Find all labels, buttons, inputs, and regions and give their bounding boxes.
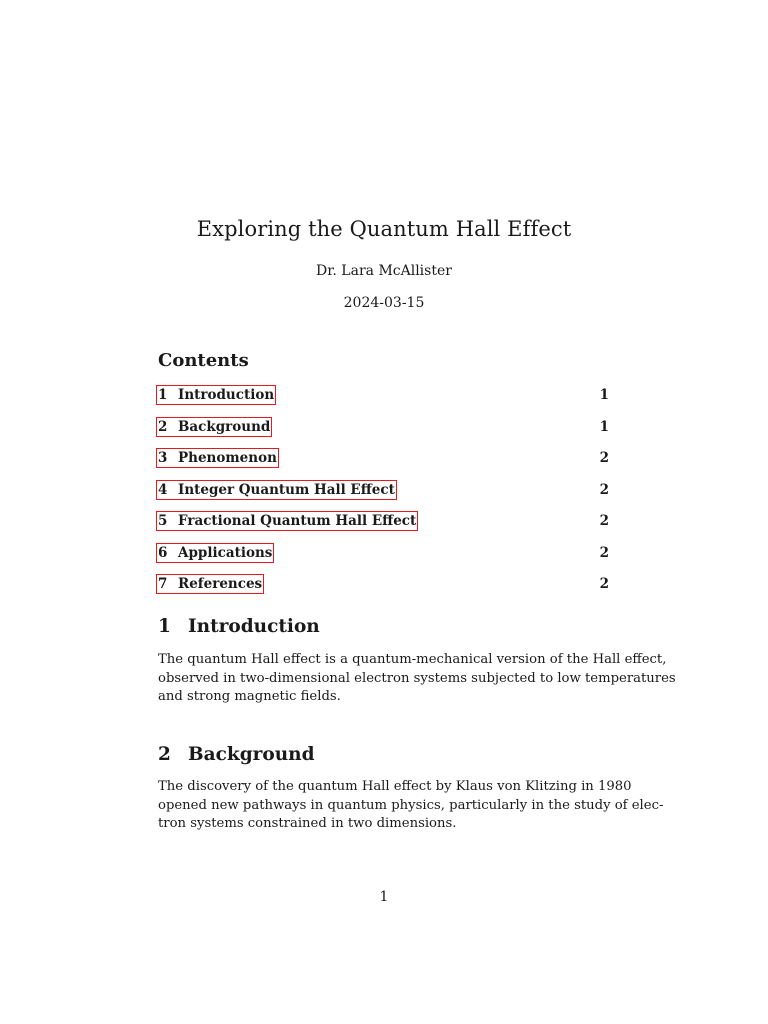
toc-entry-number: 6 — [158, 544, 168, 561]
toc-entry-page: 1 — [599, 387, 609, 403]
toc-entry-page: 2 — [599, 576, 609, 592]
toc-entry-page: 2 — [599, 544, 609, 561]
section-number: 2 — [158, 744, 171, 765]
toc-link-references[interactable] — [156, 574, 264, 594]
section-title: Introduction — [188, 616, 320, 637]
toc-entry-fractional-qhe — [156, 511, 609, 531]
document-title: Exploring the Quantum Hall Effect — [196, 217, 572, 241]
toc-link-introduction[interactable] — [156, 385, 276, 405]
page-number: 1 — [379, 889, 389, 905]
toc-link-applications[interactable] — [156, 543, 274, 563]
toc-entry-number: 1 — [158, 387, 168, 403]
toc-entry-page: 1 — [599, 418, 609, 435]
toc-entry-background — [156, 417, 609, 437]
toc-entry-number: 2 — [158, 418, 168, 435]
toc-entry-label: Phenomenon — [178, 450, 277, 466]
toc-entry-introduction — [156, 385, 609, 405]
contents-heading: Contents — [158, 350, 249, 371]
document-date: 2024-03-15 — [343, 295, 425, 311]
toc-entry-page: 2 — [599, 450, 609, 466]
toc-link-integer-qhe[interactable] — [156, 480, 397, 500]
toc-entry-applications — [156, 543, 609, 563]
section-body-introduction — [158, 651, 676, 707]
toc-link-phenomenon[interactable] — [156, 448, 279, 468]
document-author: Dr. Lara McAllister — [316, 263, 452, 279]
toc-entry-label: Fractional Quantum Hall Effect — [178, 513, 417, 529]
section-body-background — [158, 778, 664, 834]
toc-entry-phenomenon — [156, 448, 609, 468]
toc-entry-number: 7 — [158, 576, 168, 592]
paragraph-line: observed in two-dimensional electron systems subjected to low temperatures — [158, 670, 676, 686]
toc-entry-integer-qhe — [156, 480, 609, 500]
section-heading-background — [158, 744, 315, 765]
toc-entry-page: 2 — [599, 481, 609, 498]
toc-entry-number: 4 — [158, 481, 168, 498]
toc-entry-references — [156, 574, 609, 594]
toc-entry-page: 2 — [599, 513, 609, 529]
paragraph-line: The quantum Hall effect is a quantum-mechanical version of the Hall effect, — [158, 652, 667, 667]
toc-entry-label: Applications — [178, 544, 273, 561]
toc-link-background[interactable] — [156, 417, 272, 437]
toc-link-fractional-qhe[interactable] — [156, 511, 418, 531]
section-number: 1 — [158, 616, 171, 637]
toc-entry-label: Introduction — [178, 387, 275, 403]
section-heading-introduction — [158, 616, 320, 637]
paragraph-line: tron systems constrained in two dimensions. — [158, 816, 457, 831]
paragraph-line: and strong magnetic fields. — [158, 689, 341, 704]
toc-entry-number: 5 — [158, 513, 168, 529]
toc-entry-label: References — [178, 576, 263, 592]
toc-entry-number: 3 — [158, 450, 168, 466]
paragraph-line: opened new pathways in quantum physics, particularly in the study of elec- — [158, 797, 664, 813]
toc-entry-label: Background — [178, 418, 271, 435]
paragraph-line: The discovery of the quantum Hall effect by Klaus von Klitzing in 1980 — [158, 779, 632, 794]
toc-entry-label: Integer Quantum Hall Effect — [178, 481, 395, 498]
section-title: Background — [188, 744, 315, 765]
